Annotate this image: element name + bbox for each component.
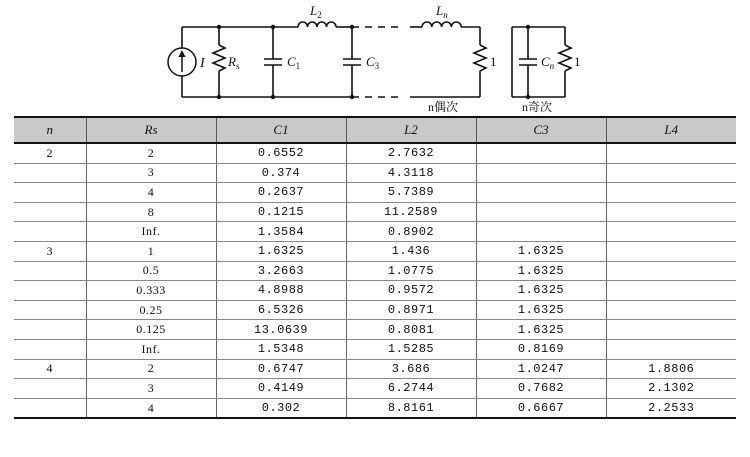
cell-n: [14, 320, 86, 340]
cell-c1: 13.0639: [216, 320, 346, 340]
cell-c1: 3.2663: [216, 261, 346, 281]
cell-l2: 1.5285: [346, 339, 476, 359]
cell-l2: 0.8081: [346, 320, 476, 340]
cell-c1: 0.6747: [216, 359, 346, 379]
col-header-l2: L2: [346, 117, 476, 143]
cell-n: [14, 163, 86, 183]
odd-load-label: 1: [574, 54, 581, 69]
cell-c3: [476, 202, 606, 222]
table-row: [14, 163, 736, 183]
cell-rs: 0.25: [86, 300, 216, 320]
cell-n: [14, 281, 86, 301]
table-row: [14, 359, 736, 379]
cell-c3: 0.6667: [476, 398, 606, 418]
cell-c1: 0.302: [216, 398, 346, 418]
table-header-row: [14, 117, 736, 143]
cell-l2: 0.8902: [346, 222, 476, 242]
table-row: [14, 320, 736, 340]
cell-l2: 0.8971: [346, 300, 476, 320]
cell-l2: 3.686: [346, 359, 476, 379]
cell-l2: 8.8161: [346, 398, 476, 418]
table-row: [14, 281, 736, 301]
n-odd-label: n奇次: [522, 100, 553, 114]
cell-l4: [606, 261, 736, 281]
table-row: [14, 143, 736, 163]
cell-l2: 2.7632: [346, 143, 476, 163]
cell-rs: 0.125: [86, 320, 216, 340]
cell-n: 2: [14, 143, 86, 163]
cell-n: 3: [14, 241, 86, 261]
cell-n: [14, 339, 86, 359]
cell-rs: 4: [86, 183, 216, 203]
cell-rs: Inf.: [86, 339, 216, 359]
cell-c3: [476, 143, 606, 163]
cell-rs: 4: [86, 398, 216, 418]
cell-l2: 0.9572: [346, 281, 476, 301]
cell-l4: [606, 339, 736, 359]
cell-l4: 2.1302: [606, 379, 736, 399]
cell-l4: 2.2533: [606, 398, 736, 418]
n-even-label: n偶次: [428, 100, 459, 114]
table-row: [14, 183, 736, 203]
cell-n: [14, 398, 86, 418]
cell-c3: [476, 222, 606, 242]
l2-label: $L_2$: [310, 3, 322, 20]
cell-rs: Inf.: [86, 222, 216, 242]
table-row: [14, 300, 736, 320]
cell-rs: 8: [86, 202, 216, 222]
cell-l4: [606, 241, 736, 261]
table-row: [14, 339, 736, 359]
cell-c1: 0.4149: [216, 379, 346, 399]
table-row: [14, 261, 736, 281]
cell-rs: 0.5: [86, 261, 216, 281]
col-header-c3: C3: [476, 117, 606, 143]
source-label: I: [200, 56, 205, 71]
cell-l4: [606, 202, 736, 222]
cell-c3: 0.7682: [476, 379, 606, 399]
cn-label: $C_n$: [541, 54, 555, 71]
table-row: [14, 379, 736, 399]
cell-c3: 1.6325: [476, 261, 606, 281]
cell-l4: [606, 163, 736, 183]
cell-c1: 4.8988: [216, 281, 346, 301]
cell-c3: 1.6325: [476, 320, 606, 340]
cell-n: [14, 300, 86, 320]
cell-c1: 0.374: [216, 163, 346, 183]
cell-l4: [606, 183, 736, 203]
cell-rs: 2: [86, 359, 216, 379]
c1-label: $C_1$: [287, 54, 301, 71]
cell-l4: [606, 143, 736, 163]
cell-c3: 1.6325: [476, 281, 606, 301]
ln-label: $L_n$: [436, 3, 448, 20]
cell-rs: 1: [86, 241, 216, 261]
cell-c1: 1.6325: [216, 241, 346, 261]
cell-c3: [476, 163, 606, 183]
table-row: [14, 202, 736, 222]
c3-label: $C_3$: [366, 54, 380, 71]
cell-c1: 1.3584: [216, 222, 346, 242]
cell-l4: [606, 320, 736, 340]
cell-l2: 5.7389: [346, 183, 476, 203]
even-load-label: 1: [490, 54, 497, 69]
cell-l2: 11.2589: [346, 202, 476, 222]
table-row: [14, 241, 736, 261]
cell-rs: 2: [86, 143, 216, 163]
cell-l2: 1.436: [346, 241, 476, 261]
cell-c3: [476, 183, 606, 203]
cell-c3: 1.6325: [476, 241, 606, 261]
cell-c1: 0.1215: [216, 202, 346, 222]
cell-l4: 1.8806: [606, 359, 736, 379]
cell-l4: [606, 300, 736, 320]
col-header-c1: C1: [216, 117, 346, 143]
cell-n: [14, 222, 86, 242]
cell-l4: [606, 222, 736, 242]
cell-c3: 1.6325: [476, 300, 606, 320]
ladder-circuit-diagram: [160, 0, 600, 114]
col-header-n: n: [14, 117, 86, 143]
cell-c1: 6.5326: [216, 300, 346, 320]
cell-l4: [606, 281, 736, 301]
element-values-table: [14, 116, 736, 419]
cell-l2: 4.3118: [346, 163, 476, 183]
cell-l2: 6.2744: [346, 379, 476, 399]
cell-l2: 1.0775: [346, 261, 476, 281]
cell-n: [14, 261, 86, 281]
col-header-l4: L4: [606, 117, 736, 143]
table-row: [14, 222, 736, 242]
cell-rs: 3: [86, 379, 216, 399]
cell-c1: 0.2637: [216, 183, 346, 203]
cell-rs: 3: [86, 163, 216, 183]
cell-c3: 0.8169: [476, 339, 606, 359]
cell-n: [14, 379, 86, 399]
cell-c3: 1.0247: [476, 359, 606, 379]
cell-n: [14, 202, 86, 222]
cell-c1: 1.5348: [216, 339, 346, 359]
rs-label: $R_s$: [228, 54, 240, 71]
cell-c1: 0.6552: [216, 143, 346, 163]
cell-n: 4: [14, 359, 86, 379]
cell-rs: 0.333: [86, 281, 216, 301]
col-header-rs: Rs: [86, 117, 216, 143]
table-row: [14, 398, 736, 418]
cell-n: [14, 183, 86, 203]
